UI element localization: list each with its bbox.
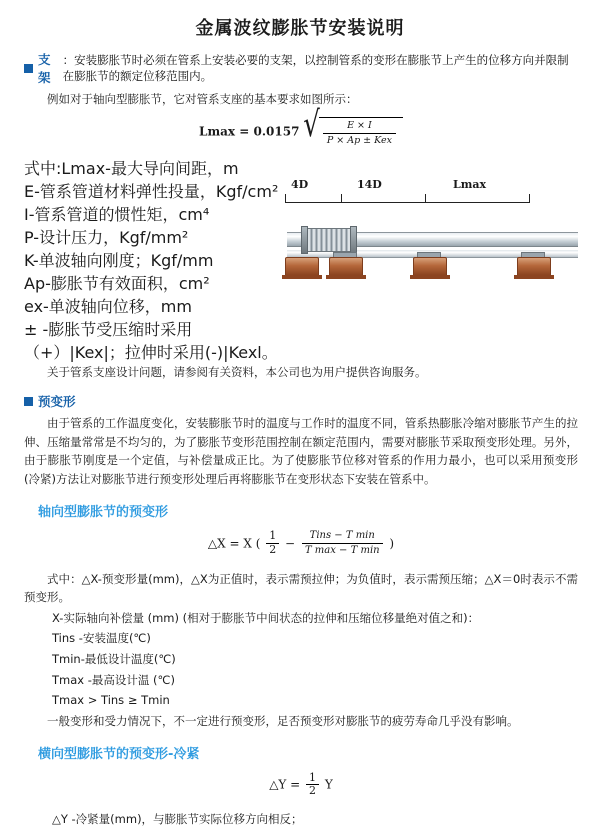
anchor-support [285, 257, 319, 276]
document-page [0, 14, 600, 826]
list-item: 式中:Lmax-最大导向间距，m [24, 159, 239, 179]
list-item: ± -膨胀节受压缩时采用（+）|Kex|；拉伸时采用(-)|Kexl。 [24, 320, 278, 363]
subsection-heading-axial: 轴向型膨胀节的预变形 [38, 504, 169, 520]
formula-lmax-denominator: P × Ap ± Kex [326, 134, 392, 146]
list-item: Ap-膨胀节有效面积，cm² [24, 274, 210, 294]
formula-lmax-numerator: E × I [323, 120, 396, 134]
formula-delta-x-rhs: ) [389, 536, 395, 550]
formula-delta-x-lhs: △X = X ( [207, 536, 261, 550]
axial-note-6: Tmax > Tins ≥ Tmin [52, 693, 170, 708]
formula-lmax-lhs: Lmax = 0.0157 [199, 124, 300, 138]
radical-icon: √ [303, 104, 320, 146]
page-title: 金属波纹膨胀节安装说明 [195, 18, 405, 39]
formula-lmax-sqrt [303, 104, 403, 147]
dimension-bar [341, 202, 425, 203]
axial-note-2: X-实际轴向补偿量 (mm) (相对于膨胀节中间状态的拉伸和压缩位移量绝对值之和)： [52, 610, 480, 625]
tick-mark [529, 194, 530, 203]
formula-delta-y-half: $\frac{1}{2}$ [306, 772, 319, 798]
support-closing-paragraph: 关于管系支座设计问题，请参阅有关资料，本公司也为用户提供咨询服务。 [47, 365, 427, 380]
section-heading-predeform [24, 392, 578, 410]
axial-note-3: Tins -安装温度(℃) [52, 631, 151, 646]
section-heading-support [24, 50, 578, 86]
definitions-and-figure [24, 156, 578, 363]
lateral-note-1: △Y -冷紧量(mm)，与膨胀节实际位移方向相反； [52, 811, 303, 826]
support-paragraph-1: 例如对于轴向型膨胀节，它对管系支座的基本要求如图所示： [47, 92, 358, 106]
axial-note-7: 一般变形和受力情况下，不一定进行预变形，足否预变形对膨胀节的疲劳寿命几乎没有影响。 [47, 713, 519, 728]
diagram-label-4d: 4D [291, 178, 309, 192]
section-heading-predeform-label: 预变形 [38, 394, 76, 409]
piping-support-diagram [285, 156, 578, 292]
axial-note-1: 式中：△X-预变形量(mm)，△X为正值时，表示需预拉伸；为负值时，表示需预压缩；△X＝0时表示不需预变形。 [24, 571, 578, 605]
formula-delta-y-rhs: Y [324, 777, 333, 792]
bellows-icon [305, 228, 353, 252]
diagram-labels [285, 178, 578, 194]
subsection-heading-lateral: 横向型膨胀节的预变形-冷紧 [38, 746, 200, 762]
square-bullet-icon [24, 397, 33, 406]
diagram-label-14d: 14D [357, 178, 382, 192]
list-item: I-管系管道的惯性矩，cm⁴ [24, 205, 210, 225]
formula-delta-x-fraction: $\frac{\text{Tins − T min}}{\text{T max − T min}}$ [302, 530, 383, 558]
formula-delta-x-minus: − [285, 536, 296, 550]
formula-delta-x-half: $\frac{1}{2}$ [266, 530, 279, 556]
formula-delta-x [24, 530, 578, 558]
diagram-dimension-rule [285, 194, 578, 204]
predeform-paragraph-1: 由于管系的工作温度变化，安装膨胀节时的温度与工作时的温度不同，管系热膨胀冷缩对膨胀节产生的拉伸、压缩量常常是不均匀的，为了膨胀节变形范围控制在额定范围内，需要对膨胀节采取预变形处理。另外，由于膨胀节刚度是一个定值，与补偿量成正比。为了使膨胀节位移对管系的作用力最小，也可以采用预变形(冷紧)方法让对膨胀节进行预变形处理后再将膨胀节在变形状态下安装在管系中。 [24, 416, 578, 486]
anchor-support [517, 257, 551, 276]
bellows-flange-left [301, 226, 308, 254]
dimension-bar [425, 202, 529, 203]
dimension-bar [285, 202, 341, 203]
diagram-label-lmax: Lmax [453, 178, 487, 192]
section-heading-support-label: 支架 [38, 52, 51, 85]
square-bullet-icon [24, 64, 33, 73]
document-content [0, 50, 600, 828]
anchor-support [329, 257, 363, 276]
list-item: P-设计压力，Kgf/mm² [24, 228, 189, 248]
axial-note-4: Tmin-最低设计温度(℃) [52, 652, 176, 666]
list-item: K-单波轴向刚度；Kgf/mm [24, 251, 214, 271]
bellows-flange-right [350, 226, 357, 254]
definition-list [24, 156, 279, 363]
list-item: ex-单波轴向位移，mm [24, 297, 192, 317]
anchor-support [413, 257, 447, 276]
formula-delta-y [24, 772, 578, 798]
section-heading-support-tail: ：安装膨胀节时必须在管系上安装必要的支架，以控制管系的变形在膨胀节上产生的位移方向并限制在膨胀节的额定位移范围内。 [62, 53, 569, 83]
pipe-illustration [285, 206, 578, 292]
axial-note-5: Tmax -最高设计温 (℃) [52, 672, 175, 687]
formula-delta-y-lhs: △Y = [269, 777, 301, 792]
formula-lmax [24, 104, 578, 147]
list-item: E-管系管道材料弹性投量，Kgf/cm² [24, 182, 279, 202]
